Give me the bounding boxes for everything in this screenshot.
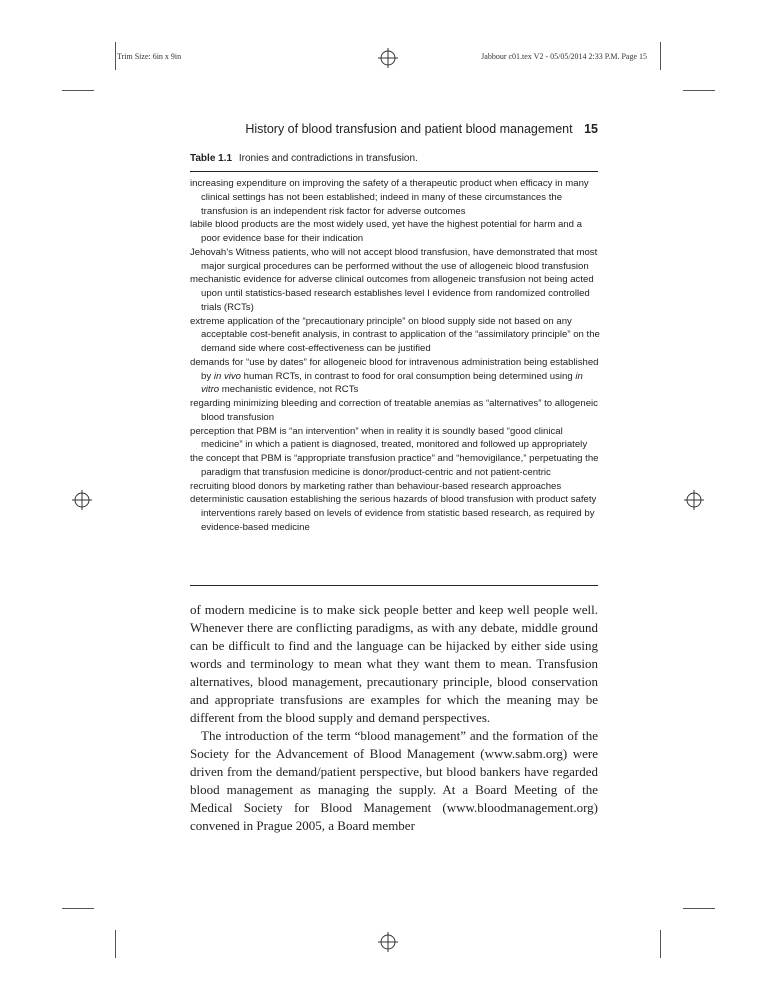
- crop-mark: [660, 42, 661, 70]
- table-row: increasing expenditure on improving the safety of a therapeutic product when efficacy in many clinical settings has not been established; indeed in many of these circumstances the transfusion is an independent risk factor for adverse outcomes: [190, 178, 589, 217]
- table-caption-text: Ironies and contradictions in transfusion.: [238, 153, 418, 164]
- registration-mark-icon: [378, 48, 398, 68]
- body-paragraph: The introduction of the term “blood management” and the formation of the Society for the Advancement of Blood Management (www.sabm.org) were driven from the demand/patient perspective, but blood bankers have regarded blood management as managing the supply. At a Board Meeting of the Medical Society for Blood Management (www.bloodmanagement.org) convened in Prague 2005, a Board member: [190, 728, 598, 833]
- table-row: regarding minimizing bleeding and correction of treatable anemias as “alternatives” to allogeneic blood transfusion: [190, 398, 598, 423]
- table-row: perception that PBM is “an intervention” when in reality it is soundly based “good clinical medicine” in which a patient is diagnosed, treated, monitored and followed up appropriately: [190, 425, 588, 451]
- file-info-slug: Jabbour c01.tex V2 - 05/05/2014 2:33 P.M. Page 15: [481, 52, 647, 61]
- table-row: the concept that PBM is “appropriate transfusion practice” and “hemovigilance,” perpetuating the paradigm that transfusion medicine is donor/product-centric and not patient-centric: [190, 453, 599, 478]
- crop-mark: [115, 930, 116, 958]
- crop-mark: [683, 90, 715, 91]
- crop-mark: [660, 930, 661, 958]
- crop-mark: [115, 42, 116, 70]
- table-row: mechanistic evidence for adverse clinical outcomes from allogeneic transfusion not being acted upon until statistics-based research establishes level I evidence from randomized controlled trials (RCTs): [190, 274, 594, 313]
- table-row: demands for “use by dates” for allogeneic blood for intravenous administration being established by in vivo human RCTs, in contrast to food for oral consumption being determined using in vitro mechanistic evidence, not RCTs: [190, 356, 599, 396]
- running-head: [245, 122, 598, 136]
- registration-mark-icon: [684, 490, 704, 510]
- table-label: Table 1.1: [190, 153, 233, 164]
- table-row: recruiting blood donors by marketing rather than behaviour-based research approaches: [190, 480, 562, 492]
- table-row: labile blood products are the most widely used, yet have the highest potential for harm and a poor evidence base for their indication: [190, 219, 582, 244]
- page-number: 15: [584, 122, 598, 136]
- table-top-rule: [190, 171, 598, 172]
- registration-mark-icon: [72, 490, 92, 510]
- running-head-title: History of blood transfusion and patient blood management: [245, 122, 573, 136]
- table-body: [190, 177, 600, 535]
- crop-mark: [62, 90, 94, 91]
- table-row: Jehovah’s Witness patients, who will not accept blood transfusion, have demonstrated that most major surgical procedures can be performed without the use of allogeneic blood transfusion: [190, 246, 598, 272]
- crop-mark: [683, 908, 715, 909]
- body-paragraph: of modern medicine is to make sick people better and keep well people well. Whenever there are conflicting paradigms, as with any debate, middle ground can be difficult to find and the language can be hijacked by either side using words and terminology to mean what they want them to mean. Transfusion alternatives, blood management, precautionary principle, blood conservation and appropriate transfusions are examples for which the meaning may be different from the blood supply and demand perspectives.: [190, 602, 598, 725]
- table-bottom-rule: [190, 585, 598, 586]
- crop-mark: [62, 908, 94, 909]
- trim-size-slug: Trim Size: 6in x 9in: [117, 52, 182, 61]
- body-text: [190, 601, 598, 835]
- table-caption: [190, 153, 418, 164]
- table-row: deterministic causation establishing the serious hazards of blood transfusion with product safety interventions rarely based on levels of evidence from statistic based research, as required by evidence-based medicine: [190, 494, 597, 533]
- table-row: extreme application of the “precautionary principle” on blood supply side not based on any acceptable cost-benefit analysis, in contrast to application of the “assimilatory principle” on the demand side where cost-effectiveness can be justified: [190, 315, 600, 354]
- registration-mark-icon: [378, 932, 398, 952]
